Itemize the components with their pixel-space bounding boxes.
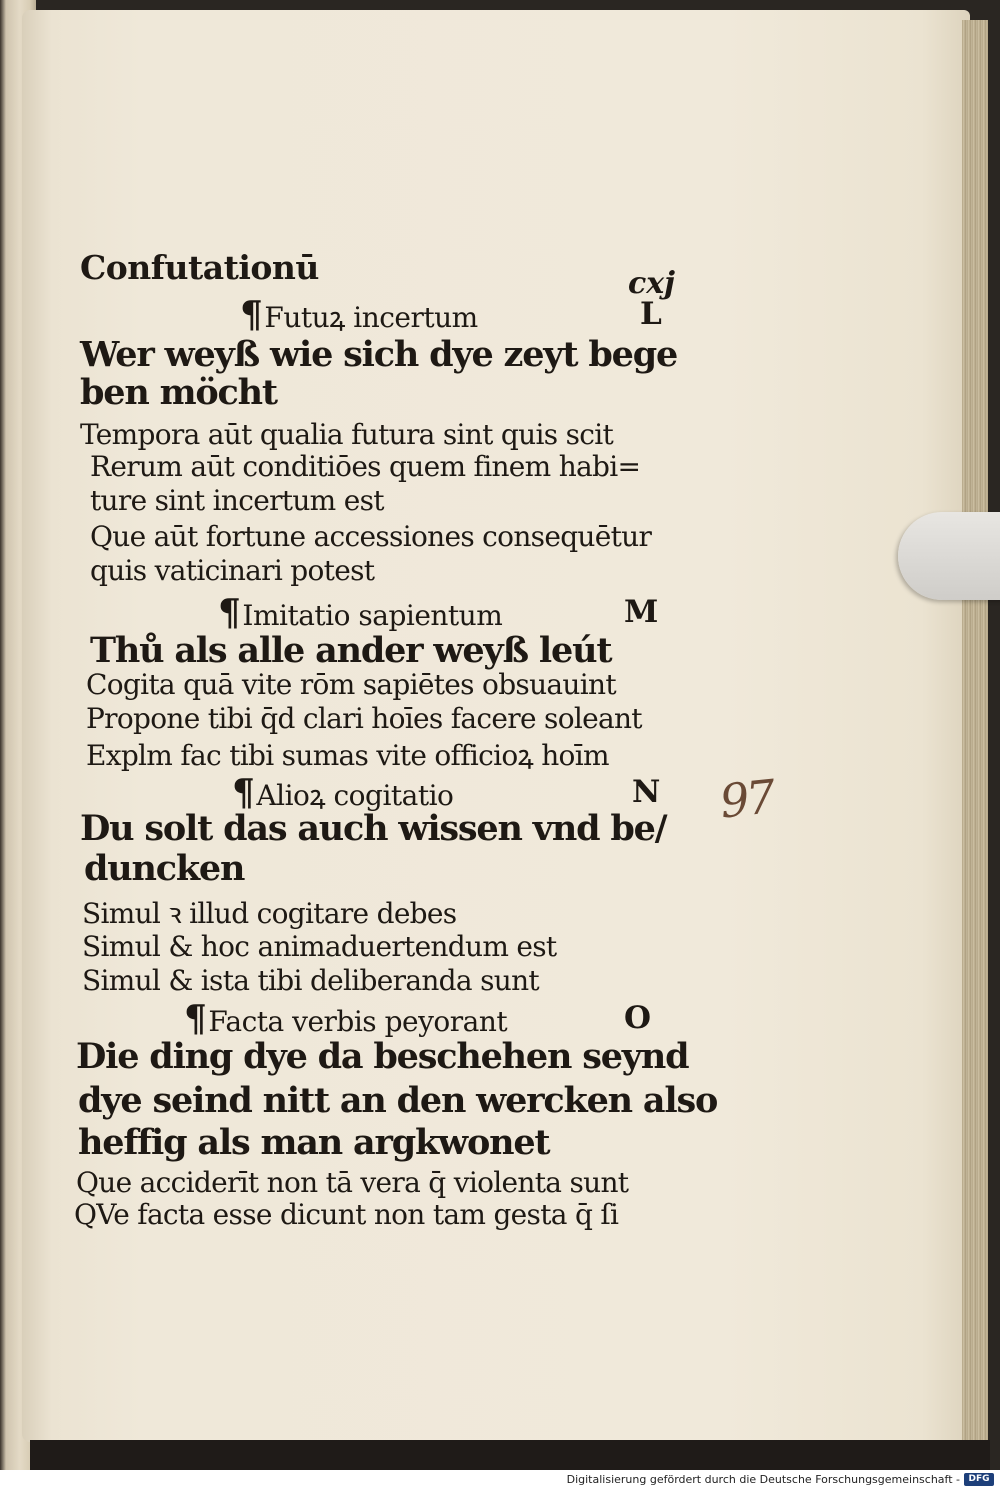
latin-line: Cogita quā vite rōm sapiētes obsuauint	[86, 668, 616, 701]
latin-line: quis vaticinari potest	[90, 554, 375, 587]
pilcrow-icon: ¶	[184, 998, 207, 1040]
german-line: duncken	[84, 848, 245, 889]
latin-line: Explm fac tibi sumas vite officioꝝ hoīm	[86, 739, 609, 772]
german-line: Du solt das auch wissen vnd be/	[80, 808, 667, 849]
previous-page-margin	[0, 220, 34, 1080]
german-line: dye seind nitt an den wercken also	[78, 1080, 718, 1121]
rubric-o	[184, 998, 507, 1040]
pilcrow-icon: ¶	[218, 592, 241, 634]
section-letter-n: N	[632, 774, 661, 810]
section-letter-m: M	[624, 594, 659, 630]
german-line: Wer weyß wie sich dye zeyt bege	[80, 334, 678, 375]
rubric-text: Alioꝝ cogitatio	[256, 779, 454, 812]
section-letter-l: L	[640, 296, 662, 332]
latin-line: Simul ꝛ illud cogitare debes	[82, 897, 457, 930]
latin-line: Propone tibi q̄d clari hoīes facere soleant	[86, 702, 642, 735]
rubric-m	[218, 592, 502, 634]
footer-bar	[0, 1470, 1000, 1490]
german-line: heffig als man argkwonet	[78, 1122, 550, 1163]
dfg-logo: DFG	[964, 1473, 994, 1486]
german-line: Thů als alle ander weyß leút	[90, 630, 612, 671]
folio-number: cxj	[628, 266, 676, 301]
latin-line: Tempora aūt qualia futura sint quis scit	[80, 418, 614, 451]
german-line: ben möcht	[80, 372, 277, 413]
funding-credit: Digitalisierung gefördert durch die Deutsche Forschungsgemeinschaft -	[566, 1473, 960, 1486]
rubric-text: Futuꝝ incertum	[264, 301, 478, 334]
latin-line: Que acciderīt non tā vera q̄ violenta sunt	[76, 1166, 629, 1199]
bookmark-tab	[898, 512, 1000, 600]
latin-line: Simul & hoc animaduertendum est	[82, 930, 557, 963]
rubric-l	[240, 294, 478, 336]
pilcrow-icon: ¶	[232, 772, 255, 814]
pilcrow-icon: ¶	[240, 294, 263, 336]
book-right-edge	[962, 20, 988, 1445]
latin-line: Simul & ista tibi deliberanda sunt	[82, 964, 539, 997]
latin-line: ture sint incertum est	[90, 484, 384, 517]
scan-bottom-border	[30, 1440, 990, 1470]
running-header: Confutationū	[80, 248, 319, 287]
latin-line: Rerum aūt conditiōes quem finem habi=	[90, 450, 641, 483]
latin-line: QVe facta esse dicunt non tam gesta q̄ ſi	[74, 1198, 619, 1231]
handwritten-annotation: 97	[717, 769, 776, 829]
german-line: Die ding dye da beschehen seynd	[76, 1036, 689, 1077]
section-letter-o: O	[624, 1000, 652, 1036]
rubric-text: Imitatio sapientum	[242, 599, 503, 632]
rubric-text: Facta verbis peyorant	[208, 1005, 508, 1038]
latin-line: Que aūt fortune accessiones consequētur	[90, 520, 652, 553]
